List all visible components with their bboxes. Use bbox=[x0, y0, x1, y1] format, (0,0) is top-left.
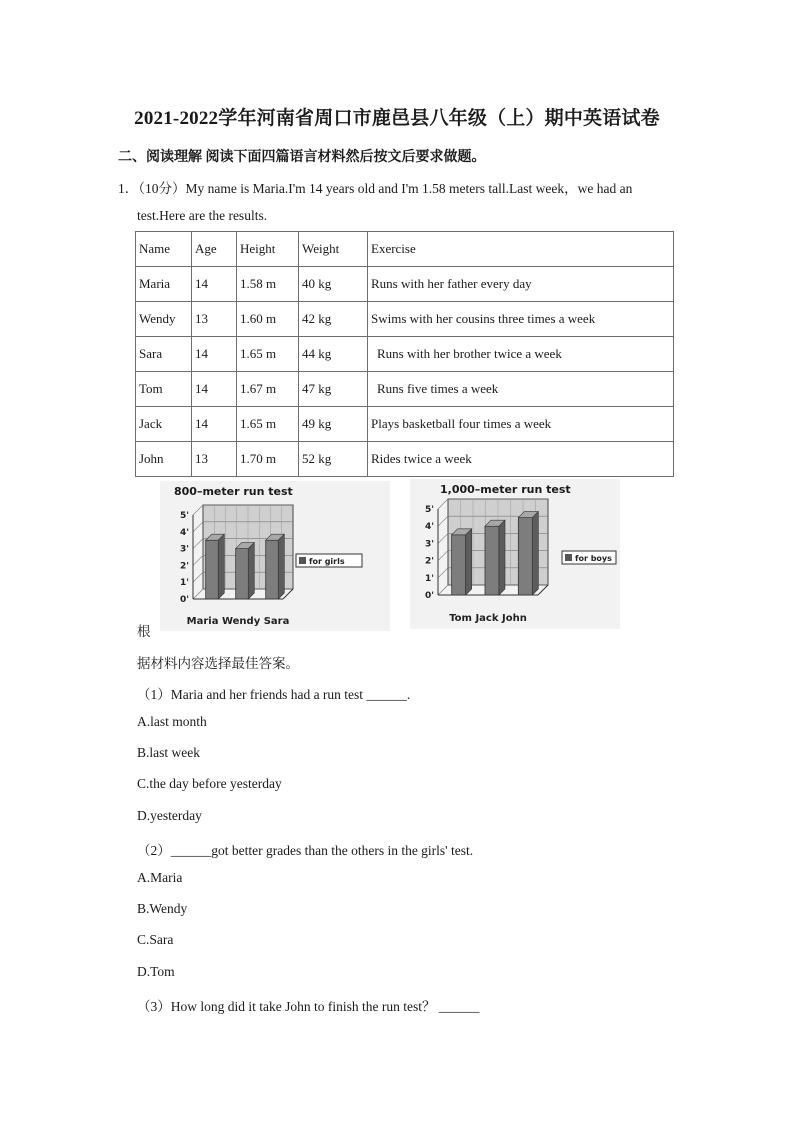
section-heading: 二、阅读理解 阅读下面四篇语言材料然后按文后要求做题。 bbox=[118, 150, 486, 165]
grid-diag bbox=[193, 589, 203, 599]
y-tick-label: 1' bbox=[424, 573, 434, 584]
table-cell: 14 bbox=[192, 372, 237, 407]
grid-diag bbox=[193, 505, 203, 515]
question-number: 1．（10分） bbox=[118, 181, 186, 196]
grid-diag bbox=[438, 585, 448, 595]
legend-swatch bbox=[299, 557, 306, 564]
table-header-cell: Age bbox=[192, 232, 237, 267]
option-a: A.last month bbox=[137, 714, 207, 729]
y-tick-label: 4' bbox=[179, 527, 189, 538]
y-tick-label: 2' bbox=[424, 556, 434, 567]
question-intro-line1 bbox=[118, 177, 632, 197]
grid-diag bbox=[438, 499, 448, 509]
table-cell: Jack bbox=[136, 407, 192, 442]
table-row bbox=[136, 407, 674, 442]
table-cell: Swims with her cousins three times a week bbox=[368, 302, 674, 337]
results-table bbox=[135, 231, 674, 477]
bar bbox=[518, 518, 532, 595]
category-labels: Maria Wendy Sara bbox=[186, 616, 290, 627]
bar bbox=[452, 535, 466, 595]
table-header-cell: Weight bbox=[299, 232, 368, 267]
table-row bbox=[136, 372, 674, 407]
y-tick-label: 3' bbox=[424, 539, 434, 550]
table-cell: 13 bbox=[192, 442, 237, 477]
bar bbox=[206, 540, 219, 599]
instruction-part2: 据材料内容选择最佳答案。 bbox=[137, 656, 299, 671]
question-intro-text: My name is Maria.I'm 14 years old and I'm 1.58 meters tall.Last week，we had an bbox=[185, 181, 633, 196]
grid-diag bbox=[193, 539, 203, 549]
instruction-part1: 根 bbox=[137, 624, 151, 639]
bar-side bbox=[532, 512, 538, 595]
option-b: B.Wendy bbox=[137, 901, 188, 916]
table-header-cell: Exercise bbox=[368, 232, 674, 267]
table-cell: 47 kg bbox=[299, 372, 368, 407]
floor-edge bbox=[538, 585, 548, 595]
girls-chart-svg bbox=[160, 481, 390, 631]
table-cell: Runs with her father every day bbox=[368, 267, 674, 302]
table-cell: 1.60 m bbox=[237, 302, 299, 337]
table-header-cell: Name bbox=[136, 232, 192, 267]
table-cell: 1.65 m bbox=[237, 337, 299, 372]
question-intro-line2: test.Here are the results. bbox=[137, 208, 268, 223]
table-row bbox=[136, 267, 674, 302]
chart-title: 800–meter run test bbox=[174, 485, 293, 498]
bar-side bbox=[248, 543, 254, 599]
table-row bbox=[136, 442, 674, 477]
grid-diag bbox=[438, 516, 448, 526]
girls-run-chart bbox=[160, 481, 390, 631]
table-header-row bbox=[136, 232, 674, 267]
table-cell: 1.58 m bbox=[237, 267, 299, 302]
table-cell: Tom bbox=[136, 372, 192, 407]
table-cell: Runs five times a week bbox=[368, 372, 674, 407]
table-cell: 44 kg bbox=[299, 337, 368, 372]
grid-diag bbox=[438, 568, 448, 578]
table-cell: Runs with her brother twice a week bbox=[368, 337, 674, 372]
y-tick-label: 5' bbox=[179, 511, 189, 521]
grid-diag bbox=[438, 533, 448, 543]
table-cell: 14 bbox=[192, 407, 237, 442]
table-cell: 40 kg bbox=[299, 267, 368, 302]
table-cell: 42 kg bbox=[299, 302, 368, 337]
y-tick-label: 0' bbox=[424, 591, 434, 601]
bar-side bbox=[278, 534, 284, 599]
table-cell: Sara bbox=[136, 337, 192, 372]
option-d: D.Tom bbox=[137, 964, 175, 979]
table-row bbox=[136, 337, 674, 372]
y-tick-label: 5' bbox=[424, 505, 434, 515]
table-cell: 1.67 m bbox=[237, 372, 299, 407]
table-cell: 14 bbox=[192, 337, 237, 372]
table-header-cell: Height bbox=[237, 232, 299, 267]
table-cell: Plays basketball four times a week bbox=[368, 407, 674, 442]
subquestion-3-stem: （3）How long did it take John to finish the run test？ ______ bbox=[137, 999, 480, 1014]
y-tick-label: 4' bbox=[424, 522, 434, 533]
y-tick-label: 0' bbox=[179, 595, 189, 605]
table-cell: 52 kg bbox=[299, 442, 368, 477]
y-tick-label: 3' bbox=[179, 544, 189, 555]
option-b: B.last week bbox=[137, 745, 200, 760]
table-cell: 1.70 m bbox=[237, 442, 299, 477]
grid-diag bbox=[193, 572, 203, 582]
table-row bbox=[136, 302, 674, 337]
table-cell: Wendy bbox=[136, 302, 192, 337]
grid-diag bbox=[193, 555, 203, 565]
legend-swatch bbox=[565, 554, 572, 561]
bar bbox=[266, 540, 279, 599]
boys-run-chart bbox=[410, 479, 620, 629]
table-cell: Rides twice a week bbox=[368, 442, 674, 477]
option-c: C.Sara bbox=[137, 932, 174, 947]
grid-diag bbox=[438, 551, 448, 561]
bar-side bbox=[499, 520, 505, 595]
grid-diag bbox=[193, 522, 203, 532]
option-a: A.Maria bbox=[137, 870, 183, 885]
bar-side bbox=[218, 534, 224, 599]
y-tick-label: 1' bbox=[179, 578, 189, 589]
category-labels: Tom Jack John bbox=[449, 613, 527, 624]
bar bbox=[485, 526, 499, 595]
table-cell: 13 bbox=[192, 302, 237, 337]
option-d: D.yesterday bbox=[137, 808, 202, 823]
legend-label: for girls bbox=[309, 557, 345, 566]
table-cell: 1.65 m bbox=[237, 407, 299, 442]
page-title: 2021-2022学年河南省周口市鹿邑县八年级（上）期中英语试卷 bbox=[134, 108, 660, 129]
table-cell: 49 kg bbox=[299, 407, 368, 442]
table-cell: Maria bbox=[136, 267, 192, 302]
chart-title: 1,000–meter run test bbox=[440, 483, 571, 496]
y-tick-label: 2' bbox=[179, 561, 189, 572]
bar bbox=[236, 549, 249, 599]
boys-chart-svg bbox=[410, 479, 620, 629]
subquestion-1-stem: （1）Maria and her friends had a run test ______. bbox=[137, 687, 411, 702]
legend-label: for boys bbox=[575, 554, 612, 563]
option-c: C.the day before yesterday bbox=[137, 776, 282, 791]
table-cell: John bbox=[136, 442, 192, 477]
bar-side bbox=[466, 529, 472, 595]
table-cell: 14 bbox=[192, 267, 237, 302]
subquestion-2-stem: （2）______got better grades than the others in the girls' test. bbox=[137, 843, 474, 858]
